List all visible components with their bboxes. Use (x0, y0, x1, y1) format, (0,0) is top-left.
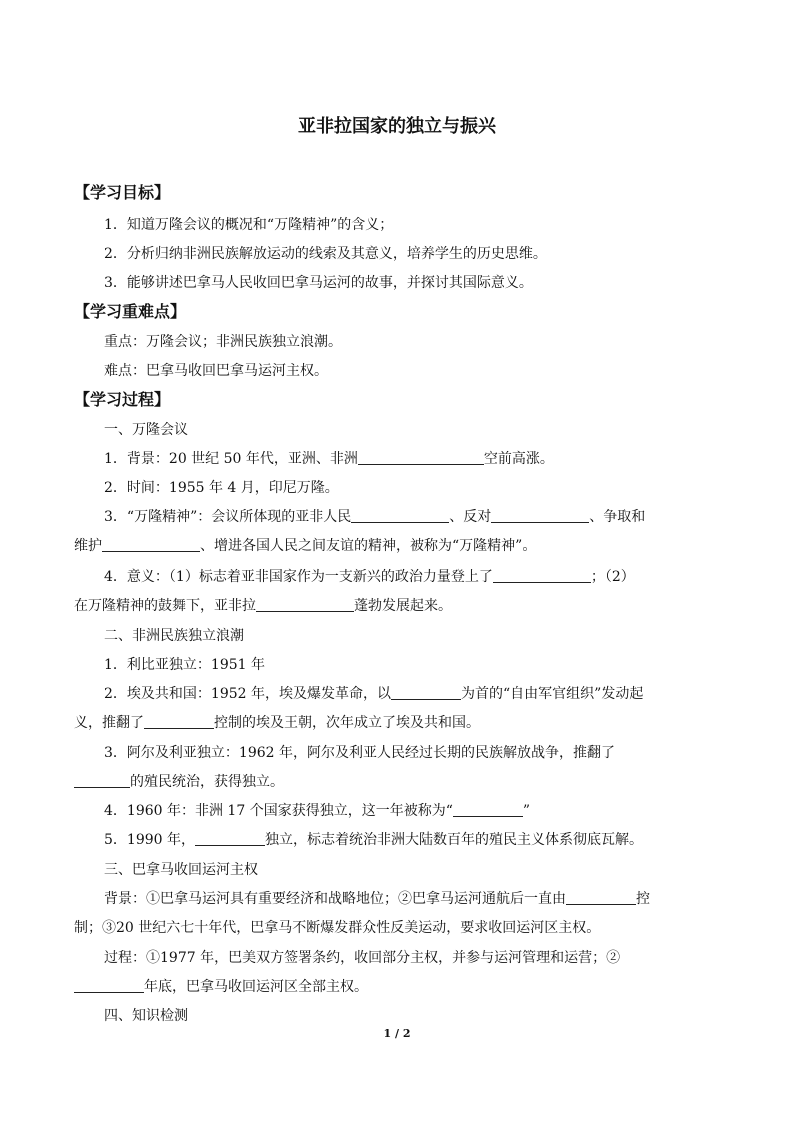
blank-field[interactable] (195, 831, 265, 846)
page-number: 1 / 2 (383, 1027, 411, 1040)
paragraph-algeria-cont: 的殖民统治，获得独立。 (74, 771, 284, 791)
paragraph-algeria: 3．阿尔及利亚独立：1962 年，阿尔及利亚人民经过长期的民族解放战争，推翻了 (104, 745, 615, 761)
part-heading: 一、万隆会议 (104, 422, 188, 438)
blank-field[interactable] (351, 508, 449, 523)
blank-field[interactable] (256, 597, 354, 612)
part-heading: 三、巴拿马收回运河主权 (104, 862, 258, 878)
paragraph-meaning-cont: 在万隆精神的鼓舞下，亚非拉 蓬勃发展起来。 (74, 598, 452, 614)
paragraph-time: 2．时间：1955 年 4 月，印尼万隆。 (104, 480, 339, 496)
document-title: 亚非拉国家的独立与振兴 (298, 116, 496, 137)
objective-item: 1．知道万隆会议的概况和“万隆精神”的含义； (104, 217, 394, 233)
blank-field[interactable] (391, 685, 461, 700)
blank-field[interactable] (453, 802, 523, 817)
blank-field[interactable] (491, 508, 589, 523)
paragraph-meaning: 4．意义：（1）标志着亚非国家作为一支新兴的政治力量登上了 ；（2） (104, 569, 635, 585)
blank-field[interactable] (358, 450, 484, 465)
keypoint-difficulty: 难点：巴拿马收回巴拿马运河主权。 (104, 363, 328, 379)
paragraph-1990: 5．1990 年， 独立，标志着统治非洲大陆数百年的殖民主义体系彻底瓦解。 (104, 832, 643, 848)
paragraph-egypt: 2．埃及共和国：1952 年，埃及爆发革命，以 为首的“自由军官组织”发动起 (104, 686, 644, 702)
section-heading-keypoints: 【学习重难点】 (74, 302, 187, 321)
objective-item: 3．能够讲述巴拿马人民收回巴拿马运河的故事，并探讨其国际意义。 (104, 275, 533, 291)
objective-item: 2．分析归纳非洲民族解放运动的线索及其意义，培养学生的历史思维。 (104, 246, 547, 262)
part-heading: 四、知识检测 (104, 1008, 188, 1024)
paragraph-canal-background: 背景：①巴拿马运河具有重要经济和战略地位；②巴拿马运河通航后一直由 控 (104, 891, 650, 907)
blank-field[interactable] (144, 714, 214, 729)
blank-field[interactable] (74, 773, 130, 788)
blank-field[interactable] (102, 537, 200, 552)
paragraph-1960: 4．1960 年：非洲 17 个国家获得独立，这一年被称为“ ” (104, 803, 531, 819)
section-heading-process: 【学习过程】 (74, 390, 171, 409)
section-heading-objectives: 【学习目标】 (74, 183, 171, 202)
paragraph-egypt-cont: 义，推翻了 控制的埃及王朝，次年成立了埃及共和国。 (74, 715, 480, 731)
blank-field[interactable] (74, 978, 144, 993)
paragraph-canal-process: 过程：①1977 年，巴美双方签署条约，收回部分主权，并参与运河管理和运营；② (104, 950, 621, 966)
part-heading: 二、非洲民族独立浪潮 (104, 628, 244, 644)
paragraph-spirit: 3．“万隆精神”：会议所体现的亚非人民 、反对 、争取和 (104, 509, 646, 525)
paragraph-canal-background-cont: 制；③20 世纪六七十年代，巴拿马不断爆发群众性反美运动，要求收回运河区主权。 (74, 920, 601, 936)
paragraph-background: 1．背景：20 世纪 50 年代，亚洲、非洲 空前高涨。 (104, 451, 554, 467)
blank-field[interactable] (566, 890, 636, 905)
paragraph-spirit-cont: 维护 、增进各国人民之间友谊的精神，被称为“万隆精神”。 (74, 538, 537, 554)
blank-field[interactable] (493, 568, 591, 583)
paragraph-canal-process-cont: 年底，巴拿马收回运河区全部主权。 (74, 976, 368, 996)
paragraph-libya: 1．利比亚独立：1951 年 (104, 657, 265, 673)
keypoint-focus: 重点：万隆会议；非洲民族独立浪潮。 (104, 334, 342, 350)
